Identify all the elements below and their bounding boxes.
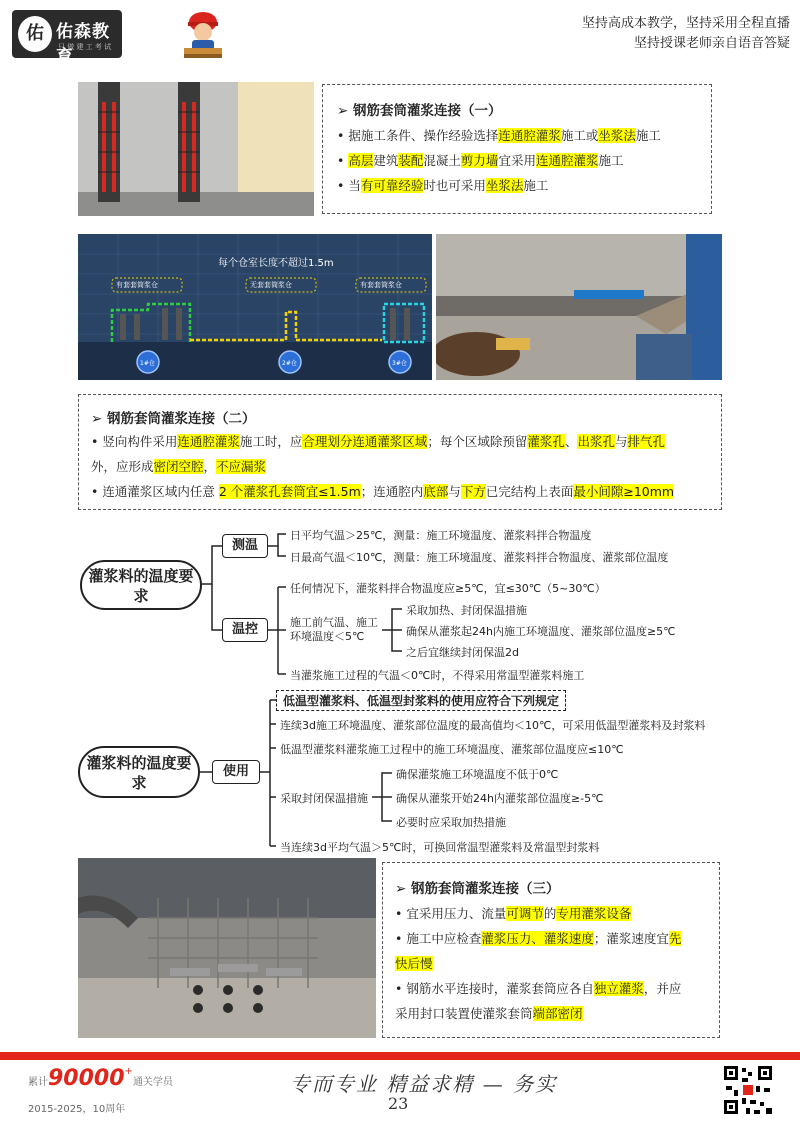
anniversary-text: 2015-2025，10周年 (28, 1104, 126, 1115)
horizontal-grouting-photo (78, 858, 376, 1038)
section-2-line-2: 外，应形成密闭空腔，不应漏浆 (91, 459, 267, 474)
section-1-line-3: • 当有可靠经验时也可采用坐浆法施工 (337, 178, 549, 193)
mind-2-sub-3: 必要时应采取加热措施 (396, 816, 506, 829)
section-2-line-3: • 连通灌浆区域内任意 2 个灌浆孔套筒宜≤1.5m；连通腔内底部与下方已完结构上表面最小间隙≥10mm (91, 484, 675, 499)
mind-2-line-4: 当连续3d平均气温＞5℃时，可换回常温型灌浆料及常温型封浆料 (280, 841, 600, 854)
qr-code-icon[interactable] (722, 1064, 774, 1116)
section-3-title: ➢ 钢筋套筒灌浆连接（三） (395, 881, 560, 897)
mind-1-control-sub-2: 确保从灌浆起24h内施工环境温度、灌浆部位温度≥5℃ (406, 625, 676, 638)
section-3-line-3: 快后慢 (395, 956, 433, 971)
section-2-line-1: • 竖向构件采用连通腔灌浆施工时，应合理划分连通灌浆区域；每个区域除预留灌浆孔、出浆孔与排气孔 (91, 434, 665, 449)
mind-1-measure-line-2: 日最高气温＜10℃，测量：施工环境温度、灌浆料拌合物温度、灌浆部位温度 (290, 551, 669, 564)
mind-2-line-1: 连续3d施工环境温度、灌浆部位温度的最高值均＜10℃，可采用低温型灌浆料及封浆料 (280, 719, 706, 732)
mind-1-control-line-1: 任何情况下，灌浆料拌合物温度应≥5℃，宜≤30℃（5~30℃） (290, 582, 606, 595)
chamber-label-1: 1#仓 (140, 360, 155, 367)
chamber-caption: 每个仓室长度不超过1.5m (218, 258, 334, 269)
section-2-title: ➢ 钢筋套筒灌浆连接（二） (91, 411, 256, 427)
section-3-box (382, 862, 720, 1038)
mind-1-branch-control: 温控 (222, 618, 268, 642)
student-stat: 累计90000+通关学员 (28, 1066, 173, 1091)
section-3-line-4: • 钢筋水平连接时，灌浆套筒应各自独立灌浆，并应 (395, 981, 682, 996)
mind-2-line-2: 低温型灌浆料灌浆施工过程中的施工环境温度、灌浆部位温度应≤10℃ (280, 743, 624, 756)
mind-1-measure-line-1: 日平均气温＞25℃，测量：施工环境温度、灌浆料拌合物温度 (290, 529, 592, 542)
chamber-label-2: 2#仓 (282, 360, 297, 367)
chamber-tag-1: 有套套筒浆仓 (116, 281, 158, 289)
section-3-line-1: • 宜采用压力、流量可调节的专用灌浆设备 (395, 906, 632, 921)
mind-2-root: 灌浆料的温度要求 (78, 746, 200, 798)
chamber-tag-2: 无套套筒浆仓 (250, 281, 292, 289)
mind-1-control-line-3: 当灌浆施工过程的气温＜0℃时，不得采用常温型灌浆料施工 (290, 669, 585, 682)
chamber-tag-3: 有套套筒浆仓 (360, 281, 402, 289)
logo-mark-icon: 佑 (18, 16, 52, 52)
handwritten-motto: 专而专业 精益求精 — 务实 (290, 1072, 558, 1096)
logo-name: 佑森教育 (56, 22, 110, 67)
student-count: 90000 (48, 1066, 125, 1091)
footer-bar (0, 1052, 800, 1060)
section-1-title: ➢ 钢筋套筒灌浆连接（一） (337, 103, 502, 119)
mind-2-head: 低温型灌浆料、低温型封浆料的使用应符合下列规定 (276, 690, 566, 711)
section-1-line-1: • 据施工条件、操作经验选择连通腔灌浆施工或坐浆法施工 (337, 128, 661, 143)
mind-1-root: 灌浆料的温度要求 (80, 560, 202, 610)
mind-2-sub-2: 确保从灌浆开始24h内灌浆部位温度≥-5℃ (396, 792, 604, 805)
section-3-line-2: • 施工中应检查灌浆压力、灌浆速度；灌浆速度宜先 (395, 931, 682, 946)
mind-1-control-sub-1: 采取加热、封闭保温措施 (406, 604, 527, 617)
page-number: 23 (388, 1094, 409, 1113)
chamber-label-3: 3#仓 (392, 360, 407, 367)
section-1-line-2: • 高层建筑装配混凝土剪力墙宜采用连通腔灌浆施工 (337, 153, 624, 168)
mind-2-sub-1: 确保灌浆施工环境温度不低于0℃ (396, 768, 559, 781)
slogan-line-2: 坚持授课老师亲自语音答疑 (633, 36, 790, 51)
mind-2-branch-use: 使用 (212, 760, 260, 784)
slogan-line-1: 坚持高成本教学，坚持采用全程直播 (581, 16, 790, 31)
mind-1-control-line-2: 施工前气温、施工 环境温度＜5℃ (290, 616, 378, 643)
mind-2-line-3: 采取封闭保温措施 (280, 792, 368, 805)
logo-subtitle: 只 做 建 工 考 试 (58, 43, 112, 51)
section-3-line-5: 采用封口装置使灌浆套筒端部密闭 (395, 1006, 583, 1021)
mind-1-control-sub-3: 之后宜继续封闭保温2d (406, 646, 519, 659)
mind-1-branch-measure: 测温 (222, 534, 268, 558)
